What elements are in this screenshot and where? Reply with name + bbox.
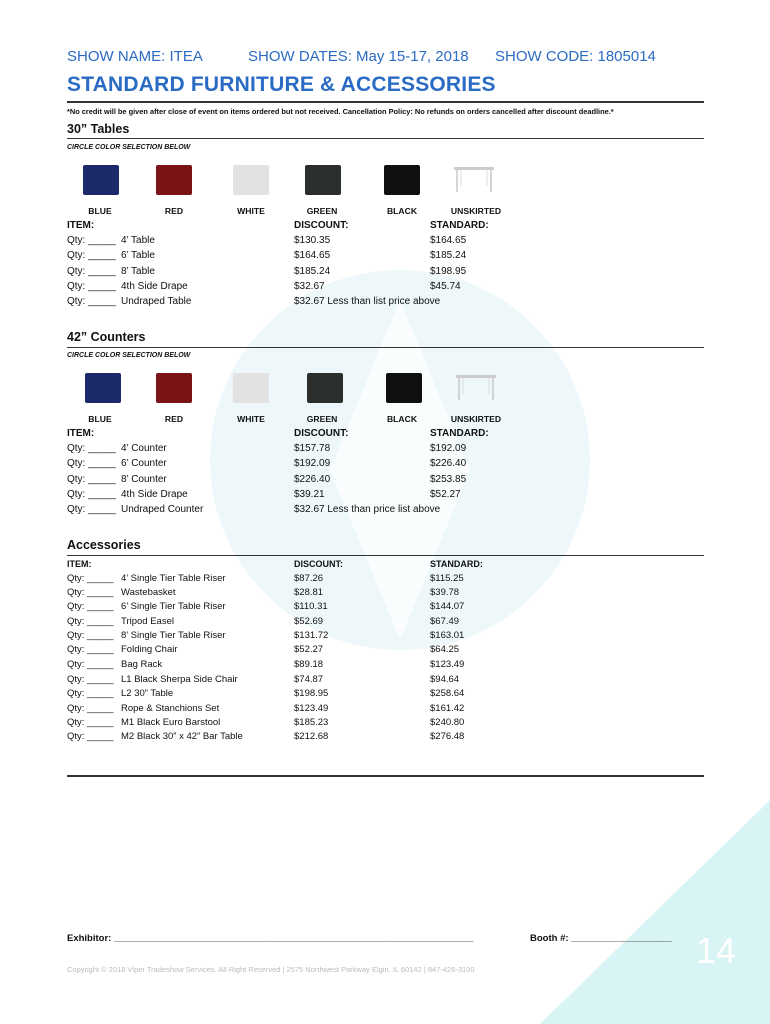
item-name: 8’ Counter <box>121 474 167 485</box>
color-label-black: BLACK <box>386 206 418 216</box>
item-name: M2 Black 30” x 42” Bar Table <box>121 731 243 742</box>
qty-field[interactable]: Qty: _____ <box>67 504 116 515</box>
discount-price: $226.40 <box>294 474 331 485</box>
qty-field[interactable]: Qty: _____ <box>67 674 114 685</box>
standard-price: $192.09 <box>430 443 467 454</box>
green-counter-swatch[interactable] <box>307 373 343 403</box>
item-name: M1 Black Euro Barstool <box>121 717 221 728</box>
accessories-standard-header: STANDARD: <box>430 559 483 569</box>
page-number: 14 <box>696 930 737 971</box>
item-name: Undraped Counter <box>121 504 204 515</box>
discount-price: $130.35 <box>294 235 331 246</box>
show-dates: SHOW DATES: May 15-17, 2018 <box>248 48 469 65</box>
accessories-rule <box>67 555 704 556</box>
counters-discount-header: DISCOUNT: <box>294 428 349 439</box>
standard-price: $253.85 <box>430 474 467 485</box>
blue-counter-swatch[interactable] <box>85 373 121 403</box>
title-rule <box>67 101 704 103</box>
color-label-unskirted: UNSKIRTED <box>450 414 502 424</box>
counters-circle-note: CIRCLE COLOR SELECTION BELOW <box>67 352 191 359</box>
qty-field[interactable]: Qty: _____ <box>67 443 116 454</box>
qty-field[interactable]: Qty: _____ <box>67 281 116 292</box>
qty-field[interactable]: Qty: _____ <box>67 489 116 500</box>
discount-price: $89.18 <box>294 659 324 670</box>
item-name: Folding Chair <box>121 644 178 655</box>
item-name: 4’ Single Tier Table Riser <box>121 573 226 584</box>
standard-price: $45.74 <box>430 281 461 292</box>
qty-field[interactable]: Qty: _____ <box>67 616 114 627</box>
item-name: 6’ Single Tier Table Riser <box>121 601 226 612</box>
item-name: L2 30” Table <box>121 688 174 699</box>
counters-standard-header: STANDARD: <box>430 428 489 439</box>
discount-price: $39.21 <box>294 489 325 500</box>
accessories-bottom-rule <box>67 775 704 777</box>
color-label-unskirted: UNSKIRTED <box>450 206 502 216</box>
color-label-red: RED <box>164 206 184 216</box>
standard-price: $258.64 <box>430 688 465 699</box>
cancellation-note: *No credit will be given after close of event on items ordered but not received. Cancellation Policy: No refunds on orders cancelled after discount deadline.* <box>67 107 614 116</box>
accessories-heading: Accessories <box>67 538 141 552</box>
item-name: L1 Black Sherpa Side Chair <box>121 674 238 685</box>
qty-field[interactable]: Qty: _____ <box>67 296 116 307</box>
color-label-green: GREEN <box>306 206 338 216</box>
qty-field[interactable]: Qty: _____ <box>67 717 114 728</box>
discount-price: $87.26 <box>294 573 324 584</box>
standard-price: $123.49 <box>430 659 465 670</box>
discount-price: $52.27 <box>294 644 324 655</box>
qty-field[interactable]: Qty: _____ <box>67 458 116 469</box>
item-name: 4’ Table <box>121 235 155 246</box>
counters-rule <box>67 347 704 348</box>
booth-field[interactable]: Booth #: ___________________ <box>530 933 672 944</box>
unskirted-table-image[interactable] <box>453 164 495 194</box>
undraped-note: $32.67 Less than list price above <box>294 296 441 307</box>
standard-price: $185.24 <box>430 250 467 261</box>
counters-heading: 42” Counters <box>67 330 146 344</box>
qty-field[interactable]: Qty: _____ <box>67 703 114 714</box>
accessories-item-header: ITEM: <box>67 559 92 569</box>
discount-price: $185.23 <box>294 717 329 728</box>
green-table-swatch[interactable] <box>305 165 341 195</box>
accessories-discount-header: DISCOUNT: <box>294 559 343 569</box>
standard-price: $276.48 <box>430 731 465 742</box>
qty-field[interactable]: Qty: _____ <box>67 644 114 655</box>
standard-price: $39.78 <box>430 587 460 598</box>
standard-price: $144.07 <box>430 601 465 612</box>
red-table-swatch[interactable] <box>156 165 192 195</box>
discount-price: $192.09 <box>294 458 331 469</box>
standard-price: $67.49 <box>430 616 460 627</box>
white-table-swatch[interactable] <box>233 165 269 195</box>
blue-table-swatch[interactable] <box>83 165 119 195</box>
discount-price: $164.65 <box>294 250 331 261</box>
item-name: 6’ Counter <box>121 458 167 469</box>
item-name: Bag Rack <box>121 659 163 670</box>
item-name: Tripod Easel <box>121 616 174 627</box>
qty-field[interactable]: Qty: _____ <box>67 474 116 485</box>
qty-field[interactable]: Qty: _____ <box>67 731 114 742</box>
undraped-note: $32.67 Less than price list above <box>294 504 441 515</box>
black-counter-swatch[interactable] <box>386 373 422 403</box>
color-label-blue: BLUE <box>88 414 112 424</box>
item-name: Wastebasket <box>121 587 176 598</box>
discount-price: $123.49 <box>294 703 329 714</box>
item-name: 4th Side Drape <box>121 489 188 500</box>
black-table-swatch[interactable] <box>384 165 420 195</box>
tables-discount-header: DISCOUNT: <box>294 220 349 231</box>
qty-field[interactable]: Qty: _____ <box>67 601 114 612</box>
tables-item-header: ITEM: <box>67 220 95 231</box>
color-label-white: WHITE <box>237 414 265 424</box>
tables-rule <box>67 138 704 139</box>
tables-circle-note: CIRCLE COLOR SELECTION BELOW <box>67 144 191 151</box>
item-name: 8’ Single Tier Table Riser <box>121 630 226 641</box>
standard-price: $115.25 <box>430 573 464 584</box>
standard-price: $164.65 <box>430 235 467 246</box>
standard-price: $161.42 <box>430 703 465 714</box>
qty-field[interactable]: Qty: _____ <box>67 659 114 670</box>
discount-price: $32.67 <box>294 281 325 292</box>
discount-price: $52.69 <box>294 616 324 627</box>
qty-field[interactable]: Qty: _____ <box>67 235 116 246</box>
standard-price: $198.95 <box>430 266 467 277</box>
color-label-white: WHITE <box>237 206 265 216</box>
tables-standard-header: STANDARD: <box>430 220 489 231</box>
item-name: 8’ Table <box>121 266 155 277</box>
counters-item-header: ITEM: <box>67 428 95 439</box>
standard-price: $240.80 <box>430 717 465 728</box>
standard-price: $94.64 <box>430 674 460 685</box>
item-name: Rope & Stanchions Set <box>121 703 220 714</box>
standard-price: $64.25 <box>430 644 460 655</box>
item-name: 4th Side Drape <box>121 281 188 292</box>
standard-price: $52.27 <box>430 489 461 500</box>
discount-price: $212.68 <box>294 731 329 742</box>
copyright-text: Copyright © 2018 Viper Tradeshow Services. All Right Reserved | 2575 Northwest Parkway Elgin, IL 60142 | 847-426-3100 <box>67 965 475 974</box>
discount-price: $110.31 <box>294 601 328 612</box>
item-name: 4’ Counter <box>121 443 167 454</box>
item-name: Undraped Table <box>121 296 192 307</box>
color-label-red: RED <box>164 414 184 424</box>
color-label-green: GREEN <box>306 414 338 424</box>
qty-field[interactable]: Qty: _____ <box>67 688 114 699</box>
page-title: STANDARD FURNITURE & ACCESSORIES <box>67 73 496 96</box>
tables-heading: 30” Tables <box>67 122 130 136</box>
discount-price: $157.78 <box>294 443 331 454</box>
qty-field[interactable]: Qty: _____ <box>67 266 116 277</box>
color-label-blue: BLUE <box>88 206 112 216</box>
qty-field[interactable]: Qty: _____ <box>67 630 114 641</box>
show-code: SHOW CODE: 1805014 <box>495 48 656 65</box>
standard-price: $163.01 <box>430 630 465 641</box>
discount-price: $185.24 <box>294 266 331 277</box>
discount-price: $74.87 <box>294 674 324 685</box>
exhibitor-field[interactable]: Exhibitor: ____________________________________________________________________ <box>67 933 474 944</box>
qty-field[interactable]: Qty: _____ <box>67 573 114 584</box>
white-counter-swatch[interactable] <box>233 373 269 403</box>
item-name: 6’ Table <box>121 250 155 261</box>
qty-field[interactable]: Qty: _____ <box>67 250 116 261</box>
qty-field[interactable]: Qty: _____ <box>67 587 114 598</box>
discount-price: $28.81 <box>294 587 324 598</box>
standard-price: $226.40 <box>430 458 467 469</box>
discount-price: $198.95 <box>294 688 329 699</box>
show-name: SHOW NAME: ITEA <box>67 48 203 65</box>
discount-price: $131.72 <box>294 630 329 641</box>
color-label-black: BLACK <box>386 414 418 424</box>
unskirted-counter-image[interactable] <box>455 372 497 402</box>
red-counter-swatch[interactable] <box>156 373 192 403</box>
